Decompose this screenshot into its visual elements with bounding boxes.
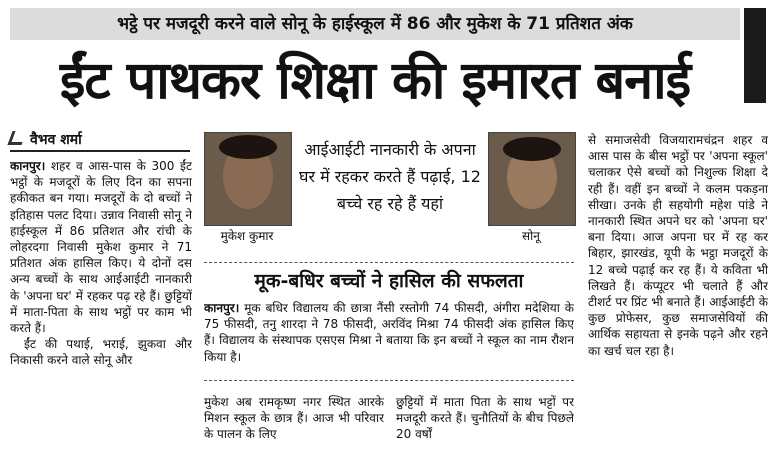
- sub-story-body: कानपुर। मूक बधिर विद्यालय की छात्रा नैंसी रस्तोगी 74 फीसदी, अंगीरा मदेशिया के 75 फीसदी, तनु शारदा ने 78 फीसदी, अरविंद मिश्रा 74 फीसदी अंक हासिल किए हैं। विद्यालय के संस्थापक एसएस मिश्रा ने बताया कि इन बच्चों ने स्कूल का नाम रौशन किया है।: [204, 301, 574, 364]
- col1-para-1: कानपुर। शहर व आस-पास के 300 ईंट भट्ठों के मजदूरों के लिए दिन का सपना हकीकत बन गया। मजदूरों के दो बच्चों ने इतिहास पलट दिया। उन्नाव निवासी सोनू ने हाईस्कूल में 86 प्रतिशत और रांची के लोहरदगा निवासी मुकेश कुमार ने 71 प्रतिशत अंक हासिल किए। ये दोनों दस अन्य बच्चों के साथ आईआईटी नानकारी के 'अपना घर' में रहकर पढ़ रहे हैं। छुट्टियों में माता-पिता के साथ भट्ठों पर काम भी करते हैं।: [10, 159, 192, 336]
- pull-quote: आईआईटी नानकारी के अपना घर में रहकर करते हैं पढ़ाई, 12 बच्चे रह रहे हैं यहां: [299, 140, 481, 213]
- column-3-continued: छुट्टियों में माता पिता के साथ भट्टों पर मजदूरी करते हैं। चुनौतियों के बीच पिछले 20 वर्षों: [396, 395, 574, 442]
- byline-name: वैभव शर्मा: [30, 132, 82, 148]
- photo-sonu: [488, 132, 576, 226]
- photo-mukesh: [204, 132, 292, 226]
- pen-icon: [7, 131, 26, 145]
- sub-story-bottom-rule: [204, 380, 574, 381]
- sub-dateline: कानपुर।: [204, 301, 240, 315]
- dateline: कानपुर।: [10, 159, 46, 173]
- byline: [10, 130, 190, 150]
- column-4: से समाजसेवी विजयारामचंद्रन शहर व आस पास के बीस भट्ठों पर 'अपना स्कूल' चलाकर ऐसे बच्चों को निशुल्क शिक्षा दे रही हैं। वहीं इन बच्चों ने कलम पकड़ना सीखा। उनके ही सहयोगी महेश पांडे ने नानकारी स्थित अपने घर को 'अपना घर' बना दिया। आज अपना घर में रह कर बिहार, झारखंड, यूपी के भट्ठा मजदूरों के 12 बच्चे पढ़ाई कर रह हैं। ये कविता भी लिखते हैं। कंप्यूटर भी चलाते हैं और टीशर्ट पर प्रिंट भी बनाते हैं। आईआईटी के कुछ प्रोफेसर, कुछ समाजसेवियों की आर्थिक सहायता से इनके पढ़ने और रहने का खर्च चल रहा है।: [588, 133, 768, 358]
- caption-sonu: सोनू: [522, 229, 540, 243]
- sub-story-top-rule: [204, 262, 574, 263]
- byline-rule: [10, 150, 190, 152]
- col1-para-2: ईंट की पथाई, भराई, झुकवा और निकासी करने वाले सोनू और: [10, 337, 192, 368]
- column-1: [10, 158, 192, 468]
- column-2-continued: मुकेश अब रामकृष्ण नगर स्थित आरके मिशन स्कूल के छात्र हैं। आज भी परिवार के पालन के लिए: [204, 395, 384, 442]
- kicker-strap: भट्ठे पर मजदूरी करने वाले सोनू के हाईस्कूल में 86 और मुकेश के 71 प्रतिशत अंक: [10, 8, 740, 40]
- caption-mukesh: मुकेश कुमार: [220, 229, 274, 243]
- decorative-bar: [744, 8, 766, 103]
- headline: ईंट पाथकर शिक्षा की इमारत बनाई: [59, 51, 691, 111]
- sub-story-headline: मूक-बधिर बच्चों ने हासिल की सफलता: [254, 270, 524, 292]
